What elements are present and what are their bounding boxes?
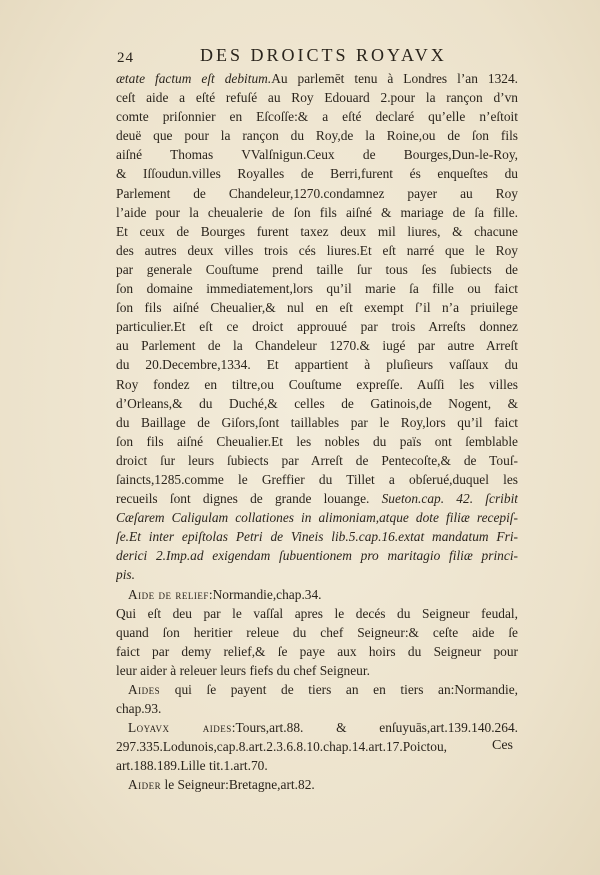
italic-text: Cæſarem Caligulam collationes in alimoniam,atque dote filiæ recepiſ- [116, 510, 518, 526]
text-line [116, 145, 518, 164]
italic-text: ſe.Et inter epiſtolas Petri de Vineis lib.5.cap.16.extat mandatum Fri- [116, 529, 518, 545]
text-span: :Normandie,chap.34. [208, 586, 322, 602]
text-span: par generale Couſtume prend taille ſur tous ſes ſubiects de [116, 261, 518, 277]
page-number: 24 [117, 50, 134, 66]
italic-text: pis. [116, 567, 135, 583]
text-line [116, 413, 518, 432]
small-caps-heading: Aides [128, 682, 161, 697]
italic-text: Sueton.cap. 42. ſcribit [381, 491, 518, 507]
text-line [116, 527, 518, 546]
text-span: ſon fils aiſné Cheualier,& nul en eſt exempt ſ’il n’a priuilege [116, 300, 518, 316]
text-span: Au parlemēt tenu à Londres l’an 1324. [271, 71, 518, 86]
text-line [116, 164, 518, 183]
text-span: recueils ſont dignes de grande louange. [116, 491, 382, 507]
text-span: qui ſe payent de tiers an en tiers an:Normandie, [160, 682, 518, 697]
text-line [116, 394, 518, 413]
text-span: 297.335.Lodunois,cap.8.art.2.3.6.8.10.chap.14.art.17.Poictou, [116, 739, 447, 755]
text-line [116, 489, 518, 508]
text-line [116, 642, 518, 661]
text-line [116, 718, 518, 737]
text-span: du Baillage de Giſors,ſont taillables par le Roy,lors qu’il faict [116, 414, 518, 430]
small-caps-heading: Aide de relief [128, 586, 209, 602]
text-line [116, 470, 518, 489]
italic-text: ætate factum eſt debitum. [116, 71, 272, 86]
text-line [116, 222, 518, 241]
text-line [116, 298, 518, 317]
text-span: :Tours,art.88. & enſuyuās,art.139.140.264. [231, 720, 518, 736]
text-span: Roy fondez en tiltre,ou Couſtume expreſſe. Auſſi les villes [116, 376, 518, 392]
text-span: leur aider à releuer leurs fiefs du chef Seigneur. [116, 662, 370, 678]
text-span: chap.93. [116, 701, 162, 717]
text-line [116, 756, 518, 775]
text-span: faict par demy relief,& ſe paye aux hoirs du Seigneur pour [116, 643, 518, 659]
text-line [116, 585, 518, 604]
text-line [116, 88, 518, 107]
text-line [116, 126, 518, 145]
text-line [116, 317, 518, 336]
text-span: au Parlement de la Chandeleur 1270.& iugé par autre Arreſt [116, 338, 518, 354]
text-span: du 20.Decembre,1334. Et appartient à pluſieurs vaſſaux du [116, 357, 518, 373]
text-span: ſon fils aiſné Cheualier.Et les nobles du païs ont ſemblable [116, 433, 518, 449]
text-span: l’aide pour la cheualerie de ſon fils aiſné & mariage de ſa fille. [116, 204, 518, 220]
text-line [116, 451, 518, 470]
text-line [116, 203, 518, 222]
text-line [116, 508, 518, 527]
text-block [116, 69, 518, 795]
text-span: droict ſur leurs ſubiects par Arreſt de Pentecoſte,& de Touſ- [116, 452, 518, 468]
italic-text: derici 2.Imp.ad exigendam ſubuentionem pro maritagio filiæ princi- [116, 548, 518, 564]
text-span: quand ſon heritier releue du chef Seigneur:& ceſte aide ſe [116, 624, 518, 640]
text-span: particulier.Et eſt ce droict approuué par trois Arreſts donnez [116, 319, 518, 335]
text-span: & Iſſoudun.villes Royalles de Berri,furent és enqueſtes du [116, 166, 518, 182]
text-line [116, 604, 518, 623]
text-line [116, 623, 518, 642]
text-line [116, 661, 518, 680]
text-span: d’Orleans,& du Duché,& celles de Gatinois,de Nogent, & [116, 395, 518, 411]
text-span: ſaincts,1285.comme le Greffier du Tillet a obſerué,duquel les [116, 471, 518, 487]
text-span: le Seigneur:Bretagne,art.82. [161, 777, 315, 793]
text-span: aiſné Thomas VValſnigun.Ceux de Bourges,Dun-le-Roy, [116, 147, 518, 163]
text-line [116, 737, 518, 756]
text-span: Qui eſt deu par le vaſſal apres le decés du Seigneur feudal, [116, 605, 518, 621]
text-span: Et ceux de Bourges furent taxez deux mil liures, & chacune [116, 223, 518, 239]
text-line [116, 69, 518, 88]
text-line [116, 680, 518, 699]
text-line [116, 565, 518, 584]
small-caps-heading: Loyavx aides [128, 720, 232, 736]
text-span: Parlement de Chandeleur,1270.condamnez payer au Roy [116, 185, 518, 201]
text-line [116, 260, 518, 279]
text-span: deuë que pour la rançon du Roy,de la Roine,ou de ſon fils [116, 128, 518, 144]
text-line [116, 699, 518, 718]
text-line [116, 355, 518, 374]
text-line [116, 107, 518, 126]
text-line [116, 775, 518, 794]
text-line [116, 546, 518, 565]
text-span: comte priſonnier en Eſcoſſe:& a eſté declaré qu’elle n’eſtoit [116, 109, 518, 125]
text-line [116, 432, 518, 451]
text-span: ſon domaine immediatement,lors qu’il marie ſa fille ou faict [116, 281, 518, 297]
text-line [116, 241, 518, 260]
text-line [116, 375, 518, 394]
text-line [116, 336, 518, 355]
text-span: ceſt aide a eſté refuſé au Roy Edouard 2.pour la rançon d’vn [116, 90, 518, 106]
text-span: des autres deux villes trois cés liures.Et eſt narré que le Roy [116, 242, 518, 258]
catchword: Ces [492, 738, 513, 753]
text-line [116, 279, 518, 298]
small-caps-heading: Aider [128, 777, 162, 793]
text-span: art.188.189.Lille tit.1.art.70. [116, 758, 268, 774]
text-line [116, 184, 518, 203]
running-head: DES DROICTS ROYAVX [200, 45, 447, 65]
